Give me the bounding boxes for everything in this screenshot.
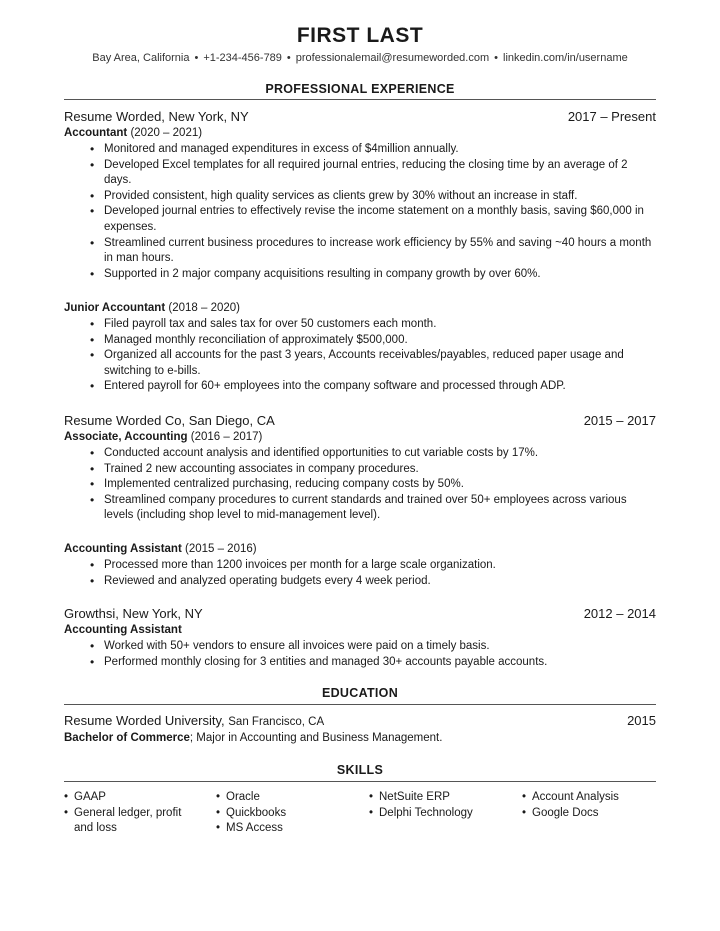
skills-column [64,790,194,837]
role-line [64,542,257,557]
section-title-experience: PROFESSIONAL EXPERIENCE [265,82,455,96]
section-divider [64,781,656,782]
school-location: San Francisco, CA [228,716,325,728]
bullet-item: • Reviewed and analyzed operating budgets every 4 week period. [104,574,656,590]
job-header [64,109,656,125]
skill-item: • Oracle [216,790,356,806]
education-header [64,713,656,730]
job-dates: 2012 – 2014 [583,606,656,621]
graduation-year: 2015 [627,713,656,728]
degree-line [64,731,442,746]
role-line [64,430,262,445]
bullet-item: • Managed monthly reconciliation of approximately $500,000. [104,333,656,349]
role-line [64,301,240,316]
skill-item: • Account Analysis [522,790,656,806]
bullet-item: • Entered payroll for 60+ employees into the company software and processed through ADP. [104,379,656,395]
bullet-item: • Streamlined company procedures to current standards and trained over 50+ employees across various levels (including shop level to mid-management level). [104,493,656,524]
bullet-item: • Implemented centralized purchasing, reducing company costs by 50%. [104,477,656,493]
linkedin: linkedin.com/in/username [503,52,628,64]
skill-item: • General ledger, profit and loss [64,806,194,837]
role-title: Accounting Assistant [64,624,182,636]
location: Bay Area, California [92,52,190,64]
role-period: (2018 – 2020) [168,302,240,314]
bullet-item: • Developed journal entries to effectively revise the income statement on a monthly basis, saving $60,000 in expenses. [104,204,656,235]
bullet-item: • Conducted account analysis and identified opportunities to cut variable costs by 17%. [104,446,656,462]
bullet-item: • Filed payroll tax and sales tax for over 50 customers each month. [104,317,656,333]
role-line [64,623,182,638]
skill-item: • Delphi Technology [369,806,519,822]
bullet-list [104,558,656,589]
role-line [64,126,202,141]
role-title: Accounting Assistant [64,543,182,555]
role-title: Associate, Accounting [64,431,188,443]
bullet-list [104,446,656,524]
role-period: (2015 – 2016) [184,543,257,555]
section-divider [64,704,656,705]
skill-item: • NetSuite ERP [369,790,519,806]
bullet-list [104,142,656,282]
skill-item: • MS Access [216,821,356,837]
bullet-item: • Organized all accounts for the past 3 years, Accounts receivables/payables, reduced paper usage and switching to e-bills. [104,348,656,379]
job-header [64,606,656,622]
skill-item: • Quickbooks [216,806,356,822]
bullet-item: • Streamlined current business procedures to increase work efficiency by 55% and saving ~40 hours a month in man hours. [104,236,656,267]
bullet-item: • Supported in 2 major company acquisitions resulting in company growth by over 60%. [104,267,656,283]
skills-column [216,790,356,837]
role-title: Accountant [64,127,128,139]
bullet-item: • Processed more than 1200 invoices per month for a large scale organization. [104,558,656,574]
bullet-item: • Worked with 50+ vendors to ensure all invoices were paid on a timely basis. [104,639,656,655]
job-dates: 2015 – 2017 [583,413,656,428]
company: Growthsi, New York, NY [64,606,203,621]
job-dates: 2017 – Present [567,109,656,124]
degree-name: Bachelor of Commerce [64,732,190,744]
bullet-list [104,639,656,670]
bullet-item: • Monitored and managed expenditures in excess of $4million annually. [104,142,656,158]
bullet-item: • Developed Excel templates for all required journal entries, reducing the closing time by an average of 2 days. [104,158,656,189]
role-period: (2020 – 2021) [130,127,203,139]
skill-item: • GAAP [64,790,194,806]
school-name: Resume Worded University, [64,713,225,728]
skill-item: • Google Docs [522,806,656,822]
separator: • [494,52,498,64]
candidate-name: FIRST LAST [296,24,424,47]
bullet-item: • Provided consistent, high quality services as clients grew by 30% without an increase in staff. [104,189,656,205]
bullet-item: • Performed monthly closing for 3 entities and managed 30+ accounts payable accounts. [104,655,656,671]
degree-detail: ; Major in Accounting and Business Management. [189,732,443,744]
separator: • [194,52,199,64]
contact-line [0,52,720,64]
section-title-skills: SKILLS [336,763,384,777]
role-period: (2016 – 2017) [190,431,263,443]
role-title: Junior Accountant [64,302,166,314]
company: Resume Worded Co, San Diego, CA [64,413,275,428]
section-divider [64,99,656,100]
bullet-item: • Trained 2 new accounting associates in company procedures. [104,462,656,478]
bullet-list [104,317,656,395]
email: professionalemail@resumeworded.com [295,52,490,64]
skills-column [522,790,656,821]
job-header [64,413,656,429]
skills-column [369,790,519,821]
phone: +1-234-456-789 [203,52,282,64]
separator: • [286,52,291,64]
company: Resume Worded, New York, NY [64,109,249,124]
section-title-education: EDUCATION [321,686,399,700]
